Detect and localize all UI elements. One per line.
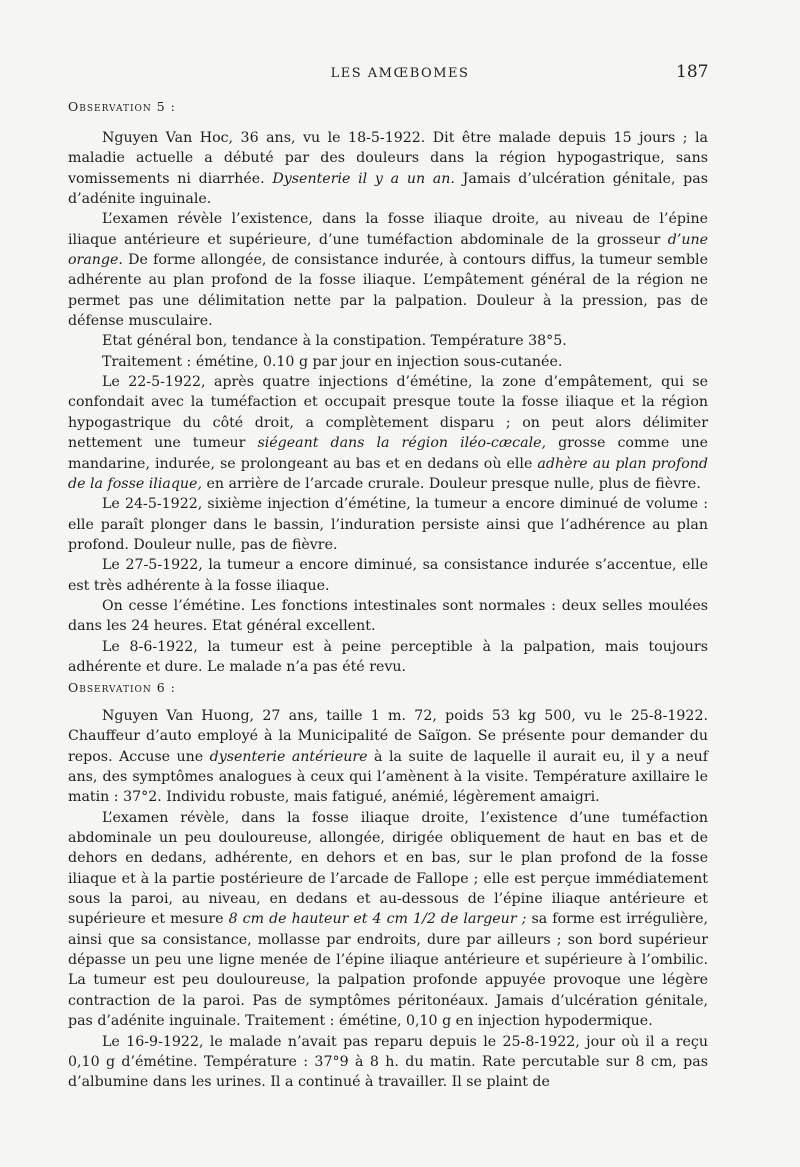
paragraph [68, 494, 708, 555]
text-run: grosse comme une mandarine, indurée, se prolongeant au bas et en dedans où elle [68, 435, 708, 472]
text-run: L’examen révèle, dans la fosse iliaque droite, l’existence d’une tuméfaction abdominale un peu douloureuse, allongée, dirigée obliquement de haut en bas et de dehors en dedans, adhérente, en dehors et en bas, sur le plan profond de la fosse iliaque et à la partie postérieure de l’arcade de Fallope ; elle est perçue immédiatement sous la paroi, au niveau, en dedans et au-dessous de l’épine iliaque antérieure et supérieure et mesure [68, 809, 708, 928]
italic-run: dysenterie antérieure [209, 748, 368, 765]
text-run: Etat général bon, tendance à la constipation. Température 38°5. [102, 333, 567, 350]
paragraph [68, 331, 708, 351]
italic-run: 8 cm de hauteur et 4 cm 1/2 de largeur ; [228, 911, 527, 928]
paragraph [68, 808, 708, 1032]
observation-5-title [68, 99, 176, 114]
observation-6-title [68, 680, 176, 695]
text-run: Le 22-5-1922, après quatre injections d’émétine, la zone d’empâtement, qui se confondait avec la tuméfaction et occupait presque toute la fosse iliaque et la région hypogastrique du côté droit, a complètement disparu ; on peut alors délimiter nettement une tumeur [68, 374, 708, 452]
paragraph [68, 372, 708, 494]
text-run: Traitement : émétine, 0.10 g par jour en injection sous-cutanée. [102, 353, 563, 370]
text-run: Jamais d’ulcération génitale, pas d’adénite inguinale. [68, 170, 709, 208]
paragraph [68, 706, 708, 808]
italic-run: adhère au plan profond de la fosse iliaque, [68, 455, 708, 492]
observation-5-body [68, 128, 708, 677]
text-run: On cesse l’émétine. Les fonctions intestinales sont normales : deux selles moulées dans les 24 heures. Etat général excellent. [68, 597, 708, 635]
text-run: en arrière de l’arcade crurale. Douleur presque nulle, plus de fièvre. [201, 475, 701, 492]
paragraph [68, 209, 708, 331]
text-run: Nguyen Van Hoc, 36 ans, vu le 18-5-1922. Dit être malade depuis 15 jours ; la maladie actuelle a débuté par des douleurs dans la région hypogastrique, sans vomissements ni diarrhée. [68, 130, 708, 187]
text-run: Le 8-6-1922, la tumeur est à peine perceptible à la palpation, mais toujours adhérente et dure. Le malade n’a pas été revu. [68, 638, 708, 675]
text-run: à la suite de laquelle il aurait eu, il y a neuf ans, des symptômes analogues à ceux qui l’amènent à la visite. Température axillaire le matin : 37°2. Individu robuste, mais fatigué, anémié, légèrement amaigri. [68, 748, 708, 806]
text-run: Le 16-9-1922, le malade n’avait pas reparu depuis le 25-8-1922, jour où il a reçu 0,10 g d’émétine. Température : 37°9 à 8 h. du matin. Rate percutable sur 8 cm, pas d’albumine dans les urines. Il a continué à travailler. Il se plaint de [68, 1033, 708, 1091]
text-run: Le 27-5-1922, la tumeur a encore diminué, sa consistance indurée s’accentue, elle est très adhérente à la fosse iliaque. [68, 557, 708, 594]
italic-run: Dysenterie il y a un an. [272, 170, 455, 187]
observation-title-text: Observation 6 : [68, 680, 176, 695]
paragraph [68, 352, 708, 372]
paragraph [68, 555, 708, 596]
paragraph [68, 128, 708, 209]
text-run: Le 24-5-1922, sixième injection d’émétine, la tumeur a encore diminué de volume : elle paraît plonger dans le bassin, l’induration persiste ainsi que l’adhérence au plan profond. Douleur nulle, pas de fièvre. [68, 496, 708, 553]
italic-run: siégeant dans la région iléo-cæcale, [257, 435, 547, 452]
observation-6-body [68, 706, 708, 1093]
text-run: sa forme est irrégulière, ainsi que sa consistance, mollasse par endroits, dure par ailleurs ; son bord supérieur dépasse un peu une ligne menée de l’épine iliaque antérieure et supérieure à l’ombilic. La tumeur est peu douloureuse, la palpation profonde appuyée provoque une légère contraction de la paroi. Pas de symptômes péritonéaux. Jamais d’ulcération génitale, pas d’adénite inguinale. Traitement : émétine, 0,10 g en injection hypodermique. [68, 911, 708, 1030]
text-run: De forme allongée, de consistance indurée, à contours diffus, la tumeur semble adhérente au plan profond de la fosse iliaque. L’empâtement général de la région ne permet pas une délimitation nette par la palpation. Douleur à la pression, pas de défense musculaire. [68, 252, 708, 330]
paragraph [68, 1032, 708, 1093]
text-run: L’examen révèle l’existence, dans la fosse iliaque droite, au niveau de l’épine iliaque antérieure et supérieure, d’une tuméfaction abdominale de la grosseur [68, 211, 708, 248]
italic-run: d’une orange. [68, 231, 708, 269]
text-run: Nguyen Van Huong, 27 ans, taille 1 m. 72, poids 53 kg 500, vu le 25-8-1922. Chauffeur d’auto employé à la Municipalité de Saïgon. Se présente pour demander du repos. Accuse une [68, 708, 708, 765]
observation-title-text: Observation 5 : [68, 99, 176, 114]
paragraph [68, 637, 708, 678]
page-number: 187 [676, 62, 709, 82]
paragraph [68, 596, 708, 637]
running-title: LES AMŒBOMES [330, 66, 470, 81]
